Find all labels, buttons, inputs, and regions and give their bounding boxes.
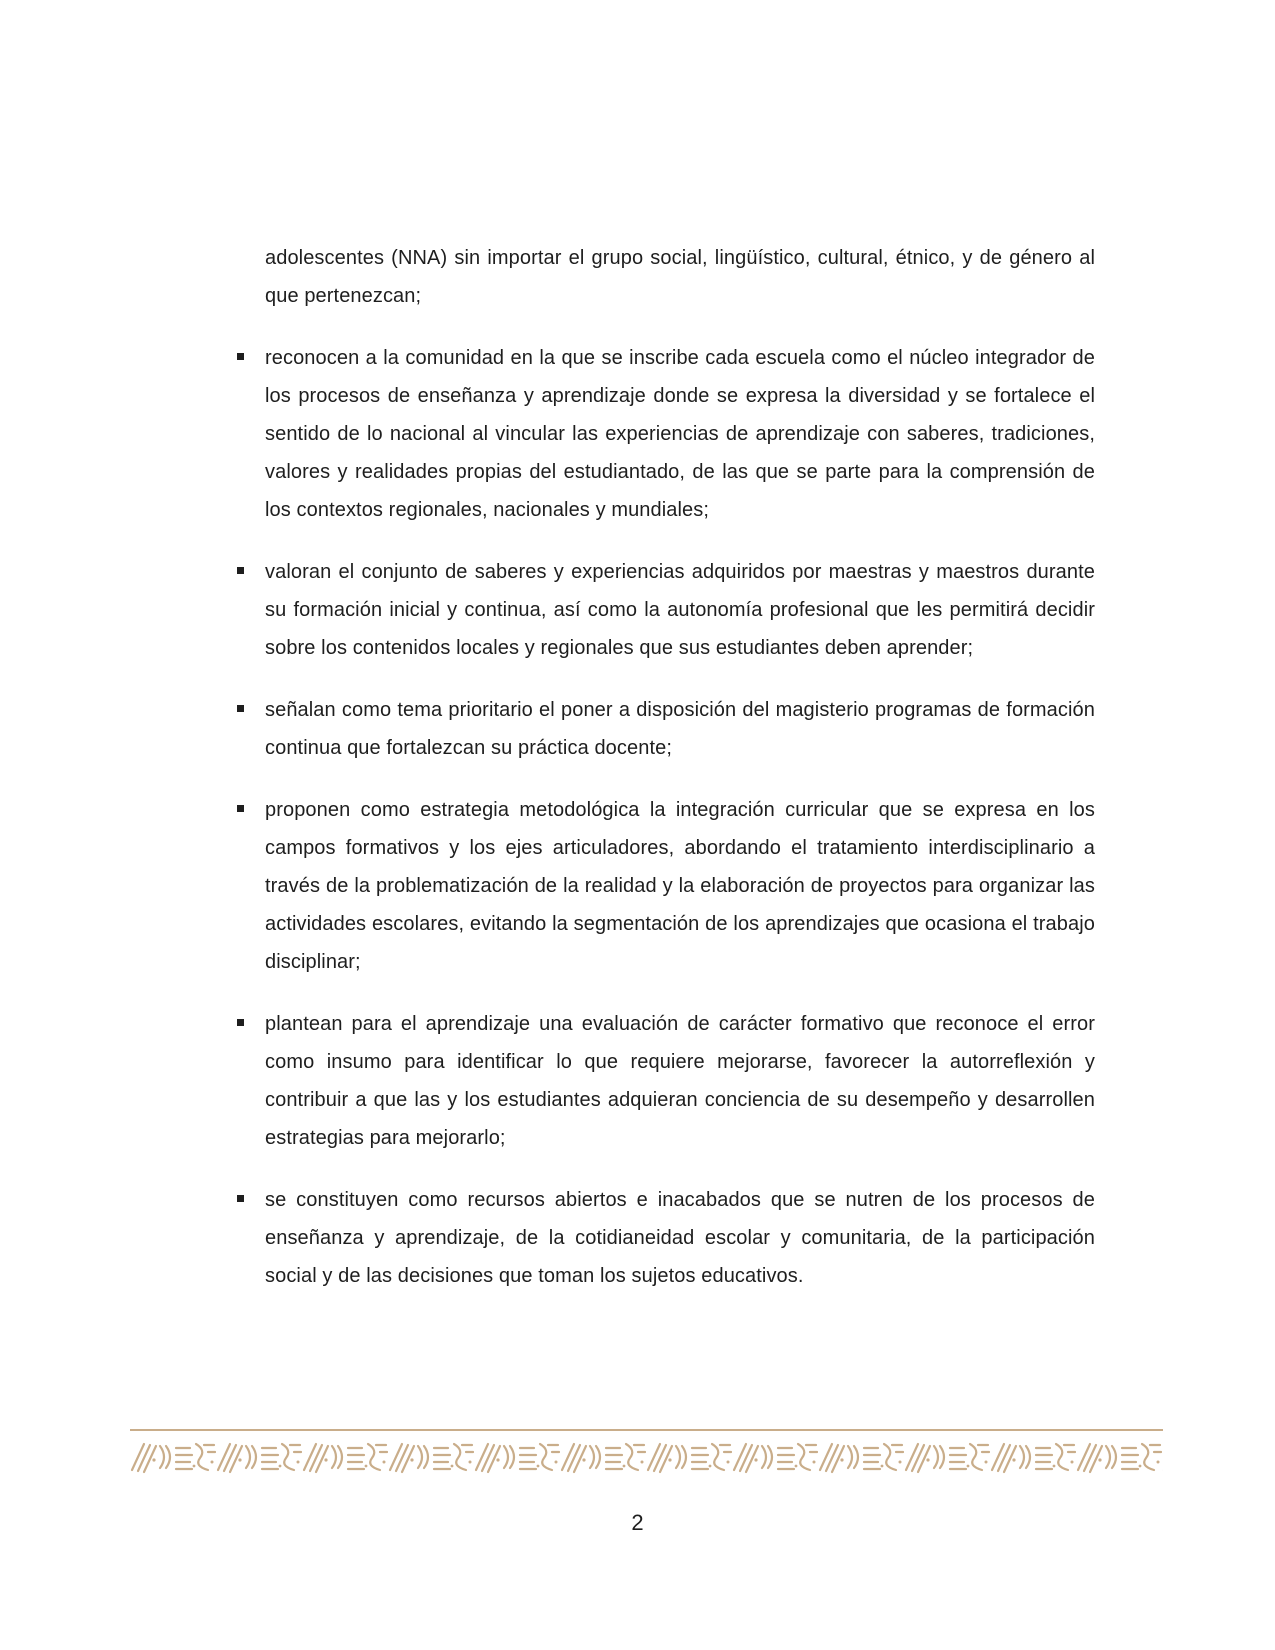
list-item (265, 1181, 1095, 1295)
bullet-list (265, 339, 1095, 1295)
list-item (265, 791, 1095, 981)
list-item-text: reconocen a la comunidad en la que se inscribe cada escuela como el núcleo integrador de los procesos de enseñanza y aprendizaje donde se expresa la diversidad y se fortalece el sentido de lo nacional al vincular las experiencias de aprendizaje con saberes, tradiciones, valores y realidades propias del estudiantado, de las que se parte para la comprensión de los contextos regionales, nacionales y mundiales; (265, 347, 1095, 521)
square-bullet-icon (237, 1195, 244, 1202)
square-bullet-icon (237, 1019, 244, 1026)
square-bullet-icon (237, 805, 244, 812)
square-bullet-icon (237, 705, 244, 712)
body-text (265, 239, 1095, 1295)
list-item (265, 1005, 1095, 1157)
square-bullet-icon (237, 353, 244, 360)
list-item-text: valoran el conjunto de saberes y experiencias adquiridos por maestras y maestros durante su formación inicial y continua, así como la autonomía profesional que les permitirá decidir sobre los contenidos locales y regionales que sus estudiantes deben aprender; (265, 561, 1095, 659)
intro-paragraph: adolescentes (NNA) sin importar el grupo social, lingüístico, cultural, étnico, y de género al que pertenezcan; (265, 247, 1095, 307)
footer-divider (130, 1429, 1163, 1431)
list-item-text: se constituyen como recursos abiertos e inacabados que se nutren de los procesos de enseñanza y aprendizaje, de la cotidianeidad escolar y comunitaria, de la participación social y de las decisiones que toman los sujetos educativos. (265, 1189, 1095, 1287)
list-item (265, 339, 1095, 529)
list-item-text: proponen como estrategia metodológica la integración curricular que se expresa en los campos formativos y los ejes articuladores, abordando el tratamiento interdisciplinario a través de la problematización de la realidad y la elaboración de proyectos para organizar las actividades escolares, evitando la segmentación de los aprendizajes que ocasiona el trabajo disciplinar; (265, 799, 1095, 973)
list-item (265, 553, 1095, 667)
list-item (265, 691, 1095, 767)
list-item-text: señalan como tema prioritario el poner a disposición del magisterio programas de formación continua que fortalezcan su práctica docente; (265, 699, 1095, 759)
ornamental-border-icon (130, 1440, 1163, 1474)
list-item-text: plantean para el aprendizaje una evaluación de carácter formativo que reconoce el error como insumo para identificar lo que requiere mejorarse, favorecer la autorreflexión y contribuir a que las y los estudiantes adquieran conciencia de su desempeño y desarrollen estrategias para mejorarlo; (265, 1013, 1095, 1149)
page-number: 2 (631, 1510, 644, 1535)
square-bullet-icon (237, 567, 244, 574)
